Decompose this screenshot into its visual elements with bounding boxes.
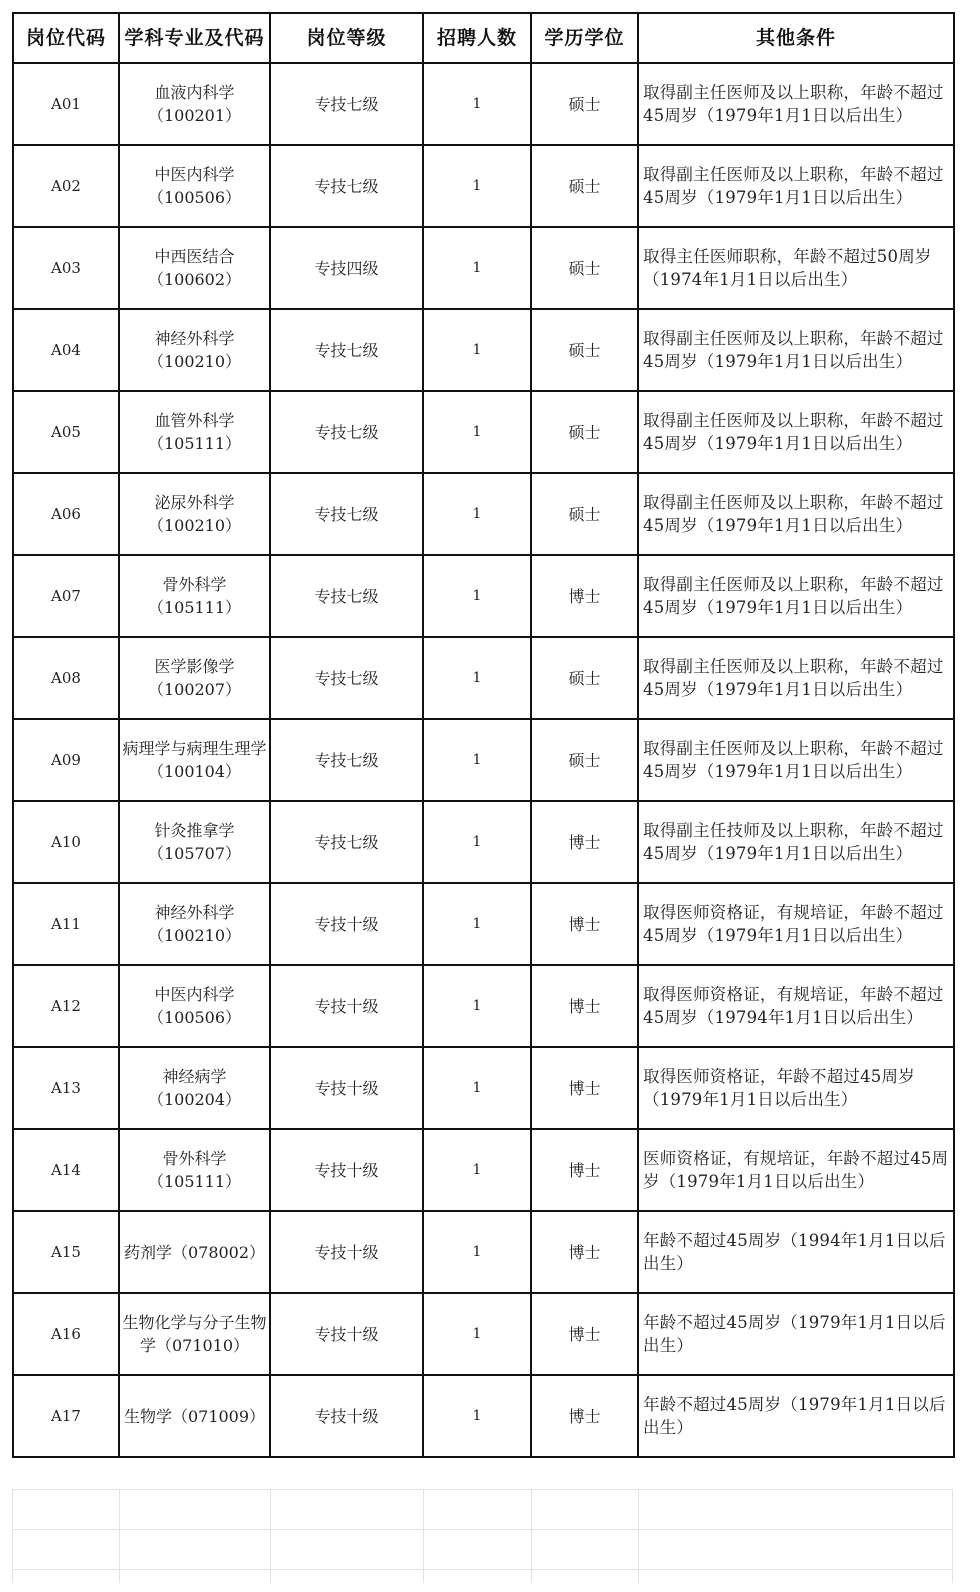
cell-condition: 年龄不超过45周岁（1979年1月1日以后出生） [638, 1293, 954, 1375]
recruitment-table [12, 12, 955, 1458]
cell-count: 1 [423, 965, 531, 1047]
cell-count: 1 [423, 145, 531, 227]
cell-condition: 取得医师资格证，有规培证，年龄不超过45周岁（19794年1月1日以后出生） [638, 965, 954, 1047]
cell-condition: 取得副主任医师及以上职称，年龄不超过45周岁（1979年1月1日以后出生） [638, 391, 954, 473]
table-row [13, 965, 954, 1047]
cell-level: 专技七级 [270, 145, 423, 227]
cell-level: 专技十级 [270, 1129, 423, 1211]
cell-major: 医学影像学（100207） [119, 637, 270, 719]
cell-code: A11 [13, 883, 119, 965]
cell-count: 1 [423, 555, 531, 637]
cell-level: 专技四级 [270, 227, 423, 309]
empty-grid-area [12, 1489, 953, 1583]
table-row [13, 473, 954, 555]
header-count: 招聘人数 [423, 13, 531, 63]
gridline [12, 1529, 953, 1530]
cell-condition: 取得副主任医师及以上职称，年龄不超过45周岁（1979年1月1日以后出生） [638, 555, 954, 637]
cell-count: 1 [423, 719, 531, 801]
cell-count: 1 [423, 883, 531, 965]
cell-count: 1 [423, 1375, 531, 1457]
cell-condition: 年龄不超过45周岁（1979年1月1日以后出生） [638, 1375, 954, 1457]
cell-level: 专技七级 [270, 555, 423, 637]
cell-code: A17 [13, 1375, 119, 1457]
table-row [13, 1375, 954, 1457]
cell-major: 生物化学与分子生物学（071010） [119, 1293, 270, 1375]
cell-condition: 取得主任医师职称，年龄不超过50周岁（1974年1月1日以后出生） [638, 227, 954, 309]
cell-count: 1 [423, 1293, 531, 1375]
header-major: 学科专业及代码 [119, 13, 270, 63]
table-row [13, 1293, 954, 1375]
table-row [13, 719, 954, 801]
cell-degree: 博士 [531, 1211, 638, 1293]
cell-degree: 博士 [531, 555, 638, 637]
header-degree: 学历学位 [531, 13, 638, 63]
cell-major: 病理学与病理生理学（100104） [119, 719, 270, 801]
header-condition: 其他条件 [638, 13, 954, 63]
cell-level: 专技七级 [270, 473, 423, 555]
cell-degree: 博士 [531, 801, 638, 883]
cell-code: A13 [13, 1047, 119, 1129]
cell-condition: 取得医师资格证，年龄不超过45周岁（1979年1月1日以后出生） [638, 1047, 954, 1129]
cell-degree: 硕士 [531, 145, 638, 227]
cell-code: A15 [13, 1211, 119, 1293]
cell-code: A03 [13, 227, 119, 309]
table-row [13, 883, 954, 965]
cell-degree: 硕士 [531, 227, 638, 309]
cell-code: A10 [13, 801, 119, 883]
cell-major: 药剂学（078002） [119, 1211, 270, 1293]
cell-degree: 博士 [531, 1293, 638, 1375]
cell-condition: 取得副主任医师及以上职称，年龄不超过45周岁（1979年1月1日以后出生） [638, 719, 954, 801]
cell-count: 1 [423, 1129, 531, 1211]
cell-degree: 博士 [531, 965, 638, 1047]
cell-condition: 取得副主任医师及以上职称，年龄不超过45周岁（1979年1月1日以后出生） [638, 63, 954, 145]
cell-degree: 博士 [531, 883, 638, 965]
header-position-code: 岗位代码 [13, 13, 119, 63]
table-row [13, 227, 954, 309]
cell-major: 中西医结合（100602） [119, 227, 270, 309]
cell-level: 专技十级 [270, 1375, 423, 1457]
cell-level: 专技七级 [270, 801, 423, 883]
cell-code: A05 [13, 391, 119, 473]
gridline [423, 1489, 424, 1583]
cell-level: 专技七级 [270, 63, 423, 145]
cell-degree: 硕士 [531, 309, 638, 391]
cell-condition: 取得副主任医师及以上职称，年龄不超过45周岁（1979年1月1日以后出生） [638, 473, 954, 555]
cell-count: 1 [423, 473, 531, 555]
table-header-row [13, 13, 954, 63]
table-row [13, 1047, 954, 1129]
cell-degree: 博士 [531, 1375, 638, 1457]
cell-condition: 取得医师资格证，有规培证，年龄不超过45周岁（1979年1月1日以后出生） [638, 883, 954, 965]
cell-major: 针灸推拿学（105707） [119, 801, 270, 883]
cell-major: 中医内科学（100506） [119, 145, 270, 227]
cell-degree: 硕士 [531, 63, 638, 145]
cell-count: 1 [423, 63, 531, 145]
gridline [638, 1489, 639, 1583]
cell-count: 1 [423, 637, 531, 719]
cell-level: 专技十级 [270, 1293, 423, 1375]
cell-code: A12 [13, 965, 119, 1047]
cell-level: 专技七级 [270, 391, 423, 473]
gridline [12, 1569, 953, 1570]
cell-count: 1 [423, 391, 531, 473]
cell-level: 专技十级 [270, 965, 423, 1047]
cell-count: 1 [423, 1047, 531, 1129]
gridline [119, 1489, 120, 1583]
cell-condition: 取得副主任技师及以上职称，年龄不超过45周岁（1979年1月1日以后出生） [638, 801, 954, 883]
table-row [13, 1129, 954, 1211]
gridline [12, 1489, 13, 1583]
gridline [270, 1489, 271, 1583]
cell-level: 专技十级 [270, 883, 423, 965]
cell-major: 神经外科学（100210） [119, 309, 270, 391]
cell-code: A09 [13, 719, 119, 801]
cell-major: 骨外科学（105111） [119, 1129, 270, 1211]
table-row [13, 801, 954, 883]
cell-degree: 硕士 [531, 473, 638, 555]
cell-major: 血管外科学（105111） [119, 391, 270, 473]
cell-count: 1 [423, 309, 531, 391]
table-row [13, 637, 954, 719]
gridline [12, 1489, 953, 1490]
cell-condition: 取得副主任医师及以上职称，年龄不超过45周岁（1979年1月1日以后出生） [638, 145, 954, 227]
cell-level: 专技七级 [270, 309, 423, 391]
cell-degree: 博士 [531, 1047, 638, 1129]
table-row [13, 145, 954, 227]
cell-level: 专技七级 [270, 637, 423, 719]
gridline [531, 1489, 532, 1583]
table-row [13, 1211, 954, 1293]
cell-condition: 取得副主任医师及以上职称，年龄不超过45周岁（1979年1月1日以后出生） [638, 637, 954, 719]
cell-major: 骨外科学（105111） [119, 555, 270, 637]
header-level: 岗位等级 [270, 13, 423, 63]
cell-code: A16 [13, 1293, 119, 1375]
cell-degree: 硕士 [531, 391, 638, 473]
cell-count: 1 [423, 801, 531, 883]
cell-level: 专技七级 [270, 719, 423, 801]
cell-condition: 年龄不超过45周岁（1994年1月1日以后出生） [638, 1211, 954, 1293]
cell-level: 专技十级 [270, 1211, 423, 1293]
cell-condition: 医师资格证，有规培证，年龄不超过45周岁（1979年1月1日以后出生） [638, 1129, 954, 1211]
cell-degree: 硕士 [531, 719, 638, 801]
cell-major: 神经病学（100204） [119, 1047, 270, 1129]
cell-code: A02 [13, 145, 119, 227]
cell-code: A06 [13, 473, 119, 555]
cell-major: 泌尿外科学（100210） [119, 473, 270, 555]
cell-count: 1 [423, 227, 531, 309]
table-row [13, 309, 954, 391]
cell-degree: 博士 [531, 1129, 638, 1211]
cell-code: A01 [13, 63, 119, 145]
table-row [13, 555, 954, 637]
table-row [13, 63, 954, 145]
cell-major: 血液内科学（100201） [119, 63, 270, 145]
cell-major: 神经外科学（100210） [119, 883, 270, 965]
cell-condition: 取得副主任医师及以上职称，年龄不超过45周岁（1979年1月1日以后出生） [638, 309, 954, 391]
cell-code: A04 [13, 309, 119, 391]
cell-level: 专技十级 [270, 1047, 423, 1129]
cell-degree: 硕士 [531, 637, 638, 719]
cell-code: A07 [13, 555, 119, 637]
gridline [952, 1489, 953, 1583]
cell-count: 1 [423, 1211, 531, 1293]
cell-major: 生物学（071009） [119, 1375, 270, 1457]
table-row [13, 391, 954, 473]
cell-code: A08 [13, 637, 119, 719]
cell-major: 中医内科学（100506） [119, 965, 270, 1047]
cell-code: A14 [13, 1129, 119, 1211]
